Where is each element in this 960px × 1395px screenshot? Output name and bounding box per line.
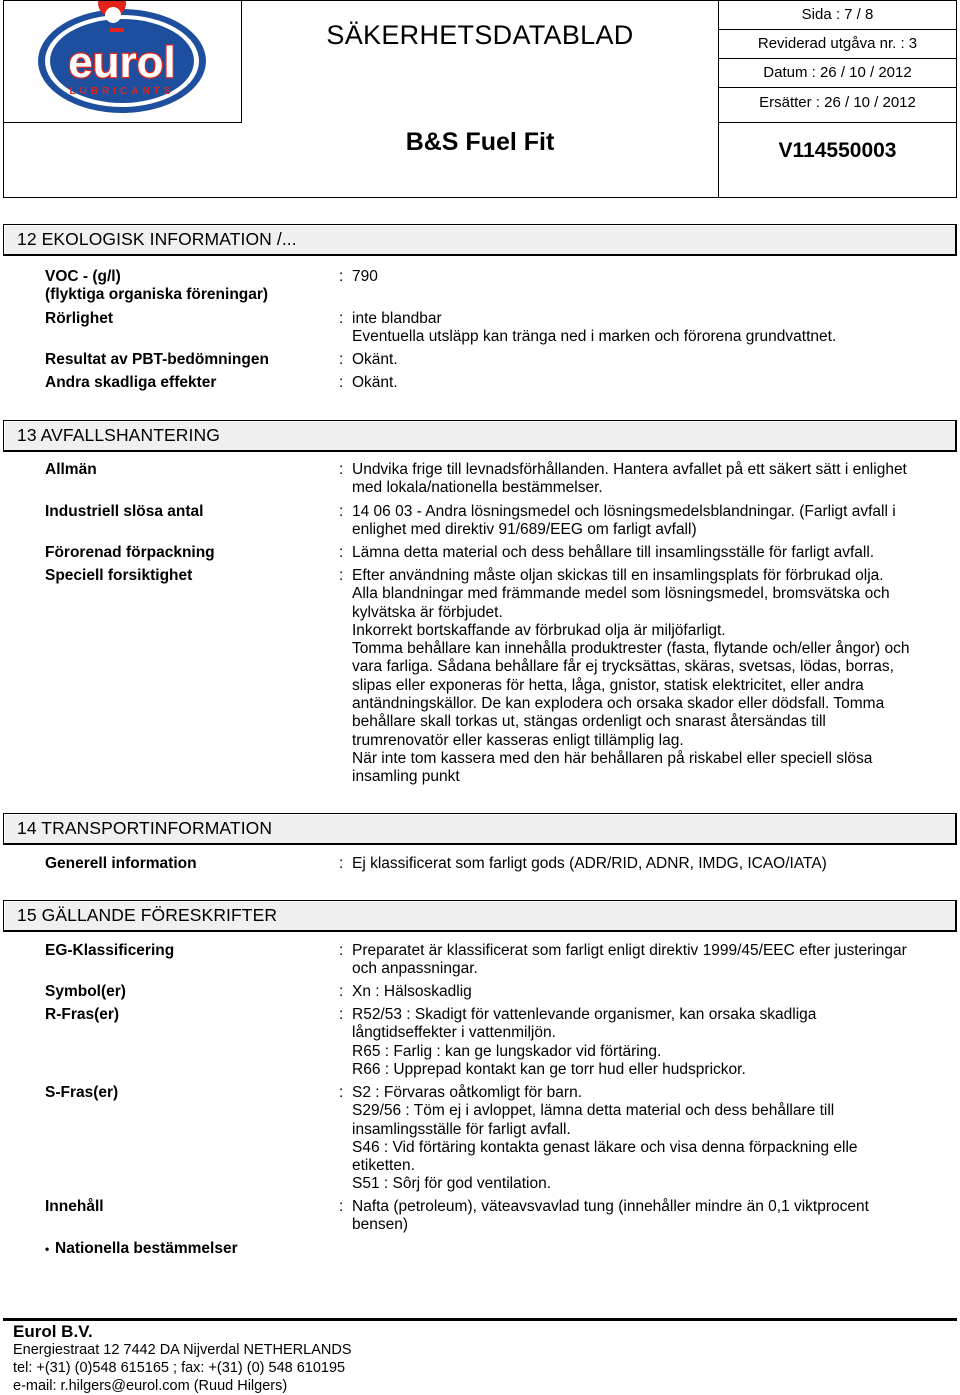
footer-phone: tel: +(31) (0)548 615165 ; fax: +(31) (0) 548 610195 [13, 1360, 346, 1376]
national-regulations-label: • Nationella bestämmelser [55, 1240, 238, 1258]
footer-company: Eurol B.V. [13, 1322, 93, 1341]
meta-cell [719, 1, 956, 197]
colon: : [339, 1198, 344, 1215]
industrial-waste-label: Industriell slösa antal [45, 503, 204, 520]
contents-label: Innehåll [45, 1198, 104, 1215]
issue-date: Datum : 26 / 10 / 2012 [719, 59, 956, 88]
logo-subtext: LUBRICANTS [69, 86, 175, 97]
special-precautions-label: Speciell forsiktighet [45, 567, 193, 584]
colon: : [339, 983, 344, 1000]
contaminated-packaging-label: Förorenad förpackning [45, 544, 215, 561]
colon: : [339, 855, 344, 872]
special-precautions-value: Efter användning måste oljan skickas till en insamlingsplats för förbrukad olja. Alla blandningar med främmande medel som lösningsmedel, bromsvätska och kylvätska är förbjudet. Inkorrekt bortskaffande av förbrukad olja är miljöfarligt. Tomma behållare kan innehålla produktrester (fasta, flytande och/eller ångor) och vara farliga. Sådana behållare får ej trycksättas, skäras, svetsas, lödas, borras, slipas eller exponeras för hetta, låga, gnistor, statisk elektricitet, eller andra antändningskällor. De kan explodera och orsaka skador eller dödsfall. Tomma behållare skall torkas ut, stängas ordenligt och snarast återsändas till trumrenovatör eller kasseras enligt tillämplig lag. När inte tom kassera med den här behållaren på riskabel eller speciell slösa insamling punkt [352, 567, 910, 786]
symbols-value: Xn : Hälsoskadlig [352, 983, 472, 1000]
colon: : [339, 268, 344, 285]
colon: : [339, 351, 344, 368]
s-phrases-label: S-Fras(er) [45, 1084, 119, 1101]
pbt-value: Okänt. [352, 351, 398, 368]
transport-general-label: Generell information [45, 855, 197, 872]
other-effects-value: Okänt. [352, 374, 398, 391]
eu-classification-value: Preparatet är klassificerat som farligt enligt direktiv 1999/45/EEC efter justeringar och anpassningar. [352, 942, 907, 978]
product-code: V114550003 [778, 139, 897, 162]
mobility-value: inte blandbar Eventuella utsläpp kan tränga ned i marken och förorena grundvattnet. [352, 310, 837, 346]
colon: : [339, 461, 344, 478]
colon: : [339, 942, 344, 959]
page-number: Sida : 7 / 8 [719, 1, 956, 30]
general-label: Allmän [45, 461, 97, 478]
s-phrases-value: S2 : Förvaras oåtkomligt för barn. S29/56 : Töm ej i avloppet, lämna detta material och dess behållare till insamlingsställe för farligt avfall. S46 : Vid förtäring kontakta genast läkare och visa denna förpackning elle etiketten. S51 : Sôrj för god ventilation. [352, 1084, 858, 1193]
document-header [3, 0, 957, 198]
revision-number: Reviderad utgåva nr. : 3 [719, 30, 956, 59]
voc-value: 790 [352, 268, 378, 285]
colon: : [339, 567, 344, 584]
r-phrases-label: R-Fras(er) [45, 1006, 120, 1023]
r-phrases-value: R52/53 : Skadigt för vattenlevande organismer, kan orsaka skadliga långtidseffekter i vattenmiljön. R65 : Farlig : kan ge lungskador vid förtäring. R66 : Upprepad kontakt kan ge torr hud eller hudsprickor. [352, 1006, 817, 1078]
logo-cell [4, 1, 242, 123]
voc-label: VOC - (g/l) (flyktiga organiska föreningar) [45, 268, 269, 304]
document-title: SÄKERHETSDATABLAD [326, 20, 634, 50]
colon: : [339, 503, 344, 520]
section-13-header: 13 AVFALLSHANTERING [3, 420, 957, 452]
contaminated-packaging-value: Lämna detta material och dess behållare till insamlingsställe för farligt avfall. [352, 544, 875, 561]
pbt-label: Resultat av PBT-bedömningen [45, 351, 269, 368]
footer-divider [3, 1318, 957, 1321]
eurol-logo [4, 1, 240, 121]
section-15-header: 15 GÄLLANDE FÖRESKRIFTER [3, 900, 957, 932]
contents-value: Nafta (petroleum), väteavsvavlad tung (innehåller mindre än 0,1 viktprocent bensen) [352, 1198, 869, 1234]
transport-general-value: Ej klassificerat som farligt gods (ADR/RID, ADNR, IMDG, ICAO/IATA) [352, 855, 827, 872]
symbols-label: Symbol(er) [45, 983, 126, 1000]
colon: : [339, 374, 344, 391]
industrial-waste-value: 14 06 03 - Andra lösningsmedel och lösningsmedelsblandningar. (Farligt avfall i enlighet med direktiv 91/689/EEG om farligt avfall) [352, 503, 896, 539]
product-name: B&S Fuel Fit [405, 128, 555, 156]
section-14-header: 14 TRANSPORTINFORMATION [3, 813, 957, 845]
logo-wordmark: eurol [68, 38, 176, 87]
section-12-header: 12 EKOLOGISK INFORMATION /... [3, 224, 957, 256]
colon: : [339, 310, 344, 327]
mobility-label: Rörlighet [45, 310, 114, 327]
other-effects-label: Andra skadliga effekter [45, 374, 217, 391]
footer-email: e-mail: r.hilgers@eurol.com (Ruud Hilgers) [13, 1378, 288, 1394]
eu-classification-label: EG-Klassificering [45, 942, 175, 959]
replaces-date: Ersätter : 26 / 10 / 2012 [719, 88, 956, 123]
colon: : [339, 1006, 344, 1023]
colon: : [339, 1084, 344, 1101]
title-cell [242, 1, 719, 197]
general-value: Undvika frige till levnadsförhållanden. Hantera avfallet på ett säkert sätt i enlighet med lokala/nationella bestämmelser. [352, 461, 907, 497]
colon: : [339, 544, 344, 561]
footer-address: Energiestraat 12 7442 DA Nijverdal NETHERLANDS [13, 1342, 352, 1358]
